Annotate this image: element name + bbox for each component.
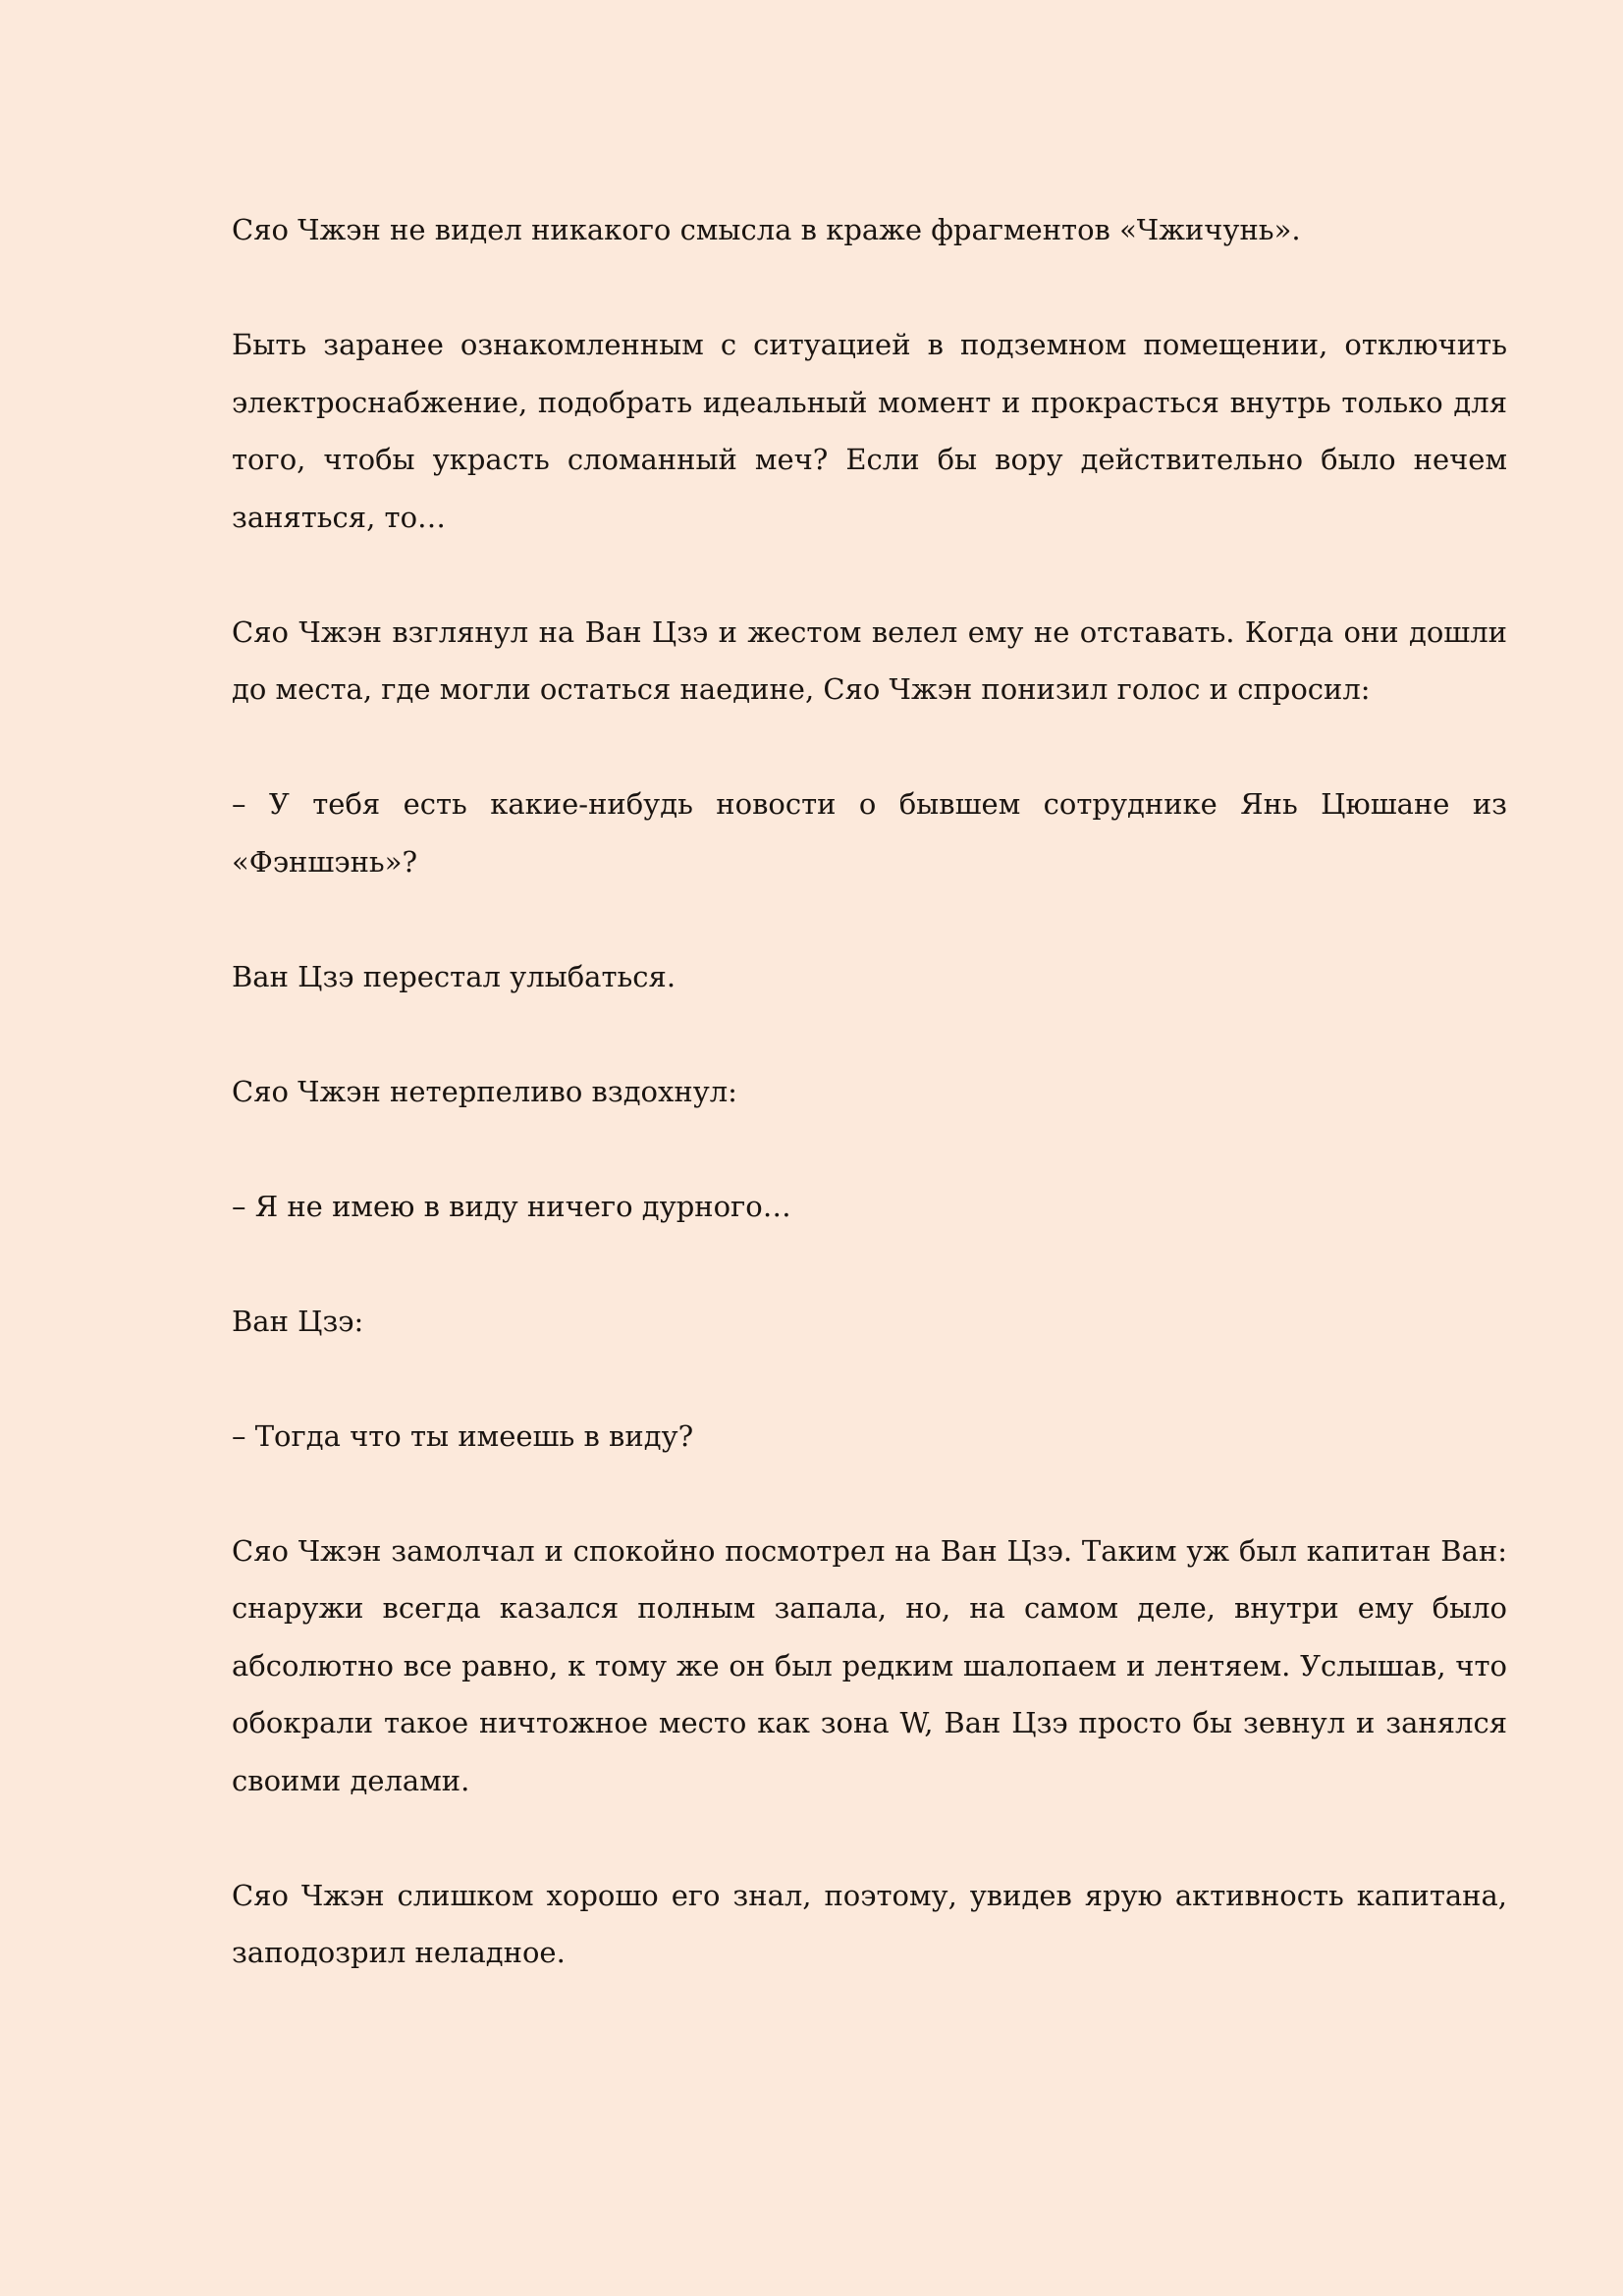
paragraph-3: Сяо Чжэн взглянул на Ван Цзэ и жестом велел ему не отставать. Когда они дошли до места, где могли остаться наедине, Сяо Чжэн понизил голос и спросил:: [232, 614, 1507, 706]
document-page: [232, 201, 1507, 2039]
paragraph-2: Быть заранее ознакомленным с ситуацией в подземном помещении, отключить электроснабжение, подобрать идеальный момент и прокрасться внутрь только для того, чтобы украсть сломанный меч? Если бы вору действительно было нечем заняться, то…: [232, 328, 1507, 534]
paragraph-9: – Тогда что ты имеешь в виду?: [232, 1418, 694, 1453]
paragraph-6: Сяо Чжэн нетерпеливо вздохнул:: [232, 1074, 737, 1108]
paragraph-10: Сяо Чжэн замолчал и спокойно посмотрел на Ван Цзэ. Таким уж был капитан Ван: снаружи всегда казался полным запала, но, на самом деле, внутри ему было абсолютно все равно, к тому же он был редким шалопаем и лентяем. Услышав, что обокрали такое ничтожное место как зона W, Ван Цзэ просто бы зевнул и занялся своими делами.: [232, 1533, 1507, 1797]
paragraph-7: – Я не имею в виду ничего дурного…: [232, 1189, 791, 1223]
paragraph-5: Ван Цзэ перестал улыбаться.: [232, 959, 676, 993]
paragraph-8: Ван Цзэ:: [232, 1304, 364, 1338]
paragraph-1: Сяо Чжэн не видел никакого смысла в краже фрагментов «Чжичунь».: [232, 213, 1301, 246]
paragraph-4: – У тебя есть какие-нибудь новости о бывшем сотруднике Янь Цюшане из «Фэншэнь»?: [232, 787, 1507, 879]
paragraph-11: Сяо Чжэн слишком хорошо его знал, поэтому, увидев ярую активность капитана, заподозрил неладное.: [232, 1878, 1507, 1969]
